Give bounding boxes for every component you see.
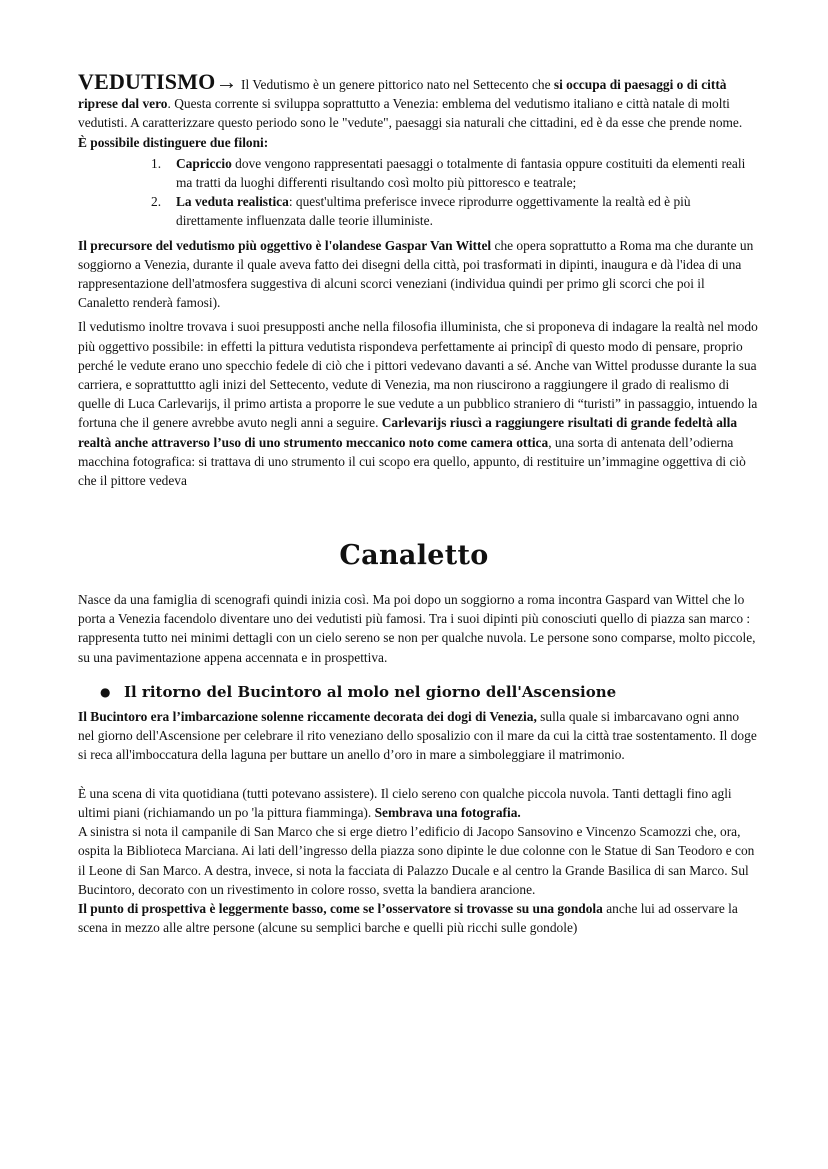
text-run: che opera soprattutto a Roma ma che durante un soggiorno a Venezia, durante il quale aveva fatto dei disegni della città, poi trasformati in dipinti, inaugura e dà l'idea di una rappresentazione dell'atmosfera suggestiva di alcuni scorci veneziani (individua quindi per primo gli scorci che poi il Canaletto renderà famosi). [78,237,754,311]
text-run: Il vedutismo inoltre trovava i suoi presupposti anche nella filosofia illuminista, che si proponeva di indagare la realtà nel modo più oggettivo possibile: in effetti la pittura vedutista rispondeva perfettamente ai principî di questo modo di pensare, proprio perché le vedute erano uno specchio fedele di ciò che i pittori vedevano davanti a sé. Anche van Wittel produsse durante la sua carriera, e soprattuttto agli inizi del Settecento, vedute di Venezia, ma non riuscirono a raggiungere il grado di realismo di quelle di Luca Carlevarijs, il primo artista a proporre le sue vedute a un pubblico straniero di “turisti” in passaggio, intuendo la fortuna che il genere avrebbe avuto negli anni a seguire. [78,319,758,431]
bucintoro-paragraph-4 [78,899,758,937]
text-run: È una scena di vita quotidiana (tutti potevano assistere). Il cielo sereno con qualche piccola nuvola. Tanti dettagli fino agli ultimi piani (richiamando un po 'la pittura fiamminga). [78,785,732,820]
text-run: A sinistra si nota il campanile di San Marco che si erge dietro l’edificio di Jacopo Sansovino e Vincenzo Scamozzi che, ora, ospita la Biblioteca Marciana. Ai lati dell’ingresso della piazza sono dipinte le due colonne con le Statue di San Teodoro e con il Leone di San Marco. A destra, invece, si nota la facciata di Palazzo Ducale e al centro la Grande Basilica di san Marco. Sul Bucintoro, decorato con un rivestimento in colore rosso, svetta la bandiera arancione. [78,824,755,897]
bullet-icon: ● [100,685,111,699]
section-title-vedutismo: VEDUTISMO→ [78,69,238,94]
bold-text-run: Sembrava una fotografia. [374,805,521,820]
intro-paragraph [78,69,758,133]
bucintoro-paragraph-1 [78,707,758,765]
section-canaletto [78,590,758,667]
canaletto-paragraph [78,590,758,667]
blank-line [78,765,758,784]
list-item: 2. La veduta realistica: quest'ultima preferisce invece riprodurre oggettivamente la realtà ed è più direttamente influenzata dalle teorie illuministe. [151,194,691,229]
subsection-heading-bucintoro: ● Il ritorno del Bucintoro al molo nel giorno dell'Ascensione [100,683,617,701]
precursore-paragraph [78,236,758,313]
filoni-list [78,154,758,231]
bold-text-run: Il Bucintoro era l’imbarcazione solenne riccamente decorata dei dogi di Venezia, [78,709,537,724]
text-run: . Questa corrente si sviluppa soprattutto a Venezia: emblema del vedutismo italiano e città natale di molti vedutisti. A caratterizzare questo periodo sono le "vedute", paesaggi sia naturali che cittadini, ed è da esse che prende nome. [78,96,743,131]
filoni-heading: È possibile distinguere due filoni: [78,134,269,150]
text-run: Nasce da una famiglia di scenografi quindi inizia così. Ma poi dopo un soggiorno a roma incontra Gaspard van Wittel che lo porta a Venezia facendolo diventare uno dei vedutisti più famosi. Tra i suoi dipinti più conosciuti quello di piazza san marco : rappresenta tutto nei minimi dettagli con un cielo sereno se non per qualche nuvola. Le persone sono comparse, molto piccole, su una pavimentazione appena accennata e in prospettiva. [78,592,756,665]
text-run: , una sorta di antenata dell’odierna macchina fotografica: si trattava di uno strumento il cui scopo era quello, appunto, di restituire un’immagine oggettiva di ciò che il pittore vedeva [78,434,746,489]
text-run: Il Vedutismo è un genere pittorico nato nel Settecento che [237,77,554,92]
section-bucintoro [78,707,758,937]
bucintoro-paragraph-3 [78,822,758,899]
illuminismo-paragraph [78,317,758,490]
bold-text-run: si occupa di paesaggi o di città riprese dal vero [78,77,727,112]
bucintoro-paragraph-2 [78,784,758,822]
text-run: sulla quale si imbarcavano ogni anno nel giorno dell'Ascensione per celebrare il rito veneziano dello sposalizio con il mare da cui la città trae sostentamento. Il doge si reca all'imboccatura della laguna per buttare un anello d’oro in mare a simboleggiare il matrimonio. [78,709,757,763]
section-vedutismo [78,69,758,490]
bold-text-run: Il precursore del vedutismo più oggettivo è l'olandese Gaspar Van Wittel [78,237,492,253]
bold-text-run: Carlevarijs riuscì a raggiungere risultati di grande fedeltà alla realtà anche attraverso l’uso di uno strumento meccanico noto come camera ottica [78,415,738,450]
text-run: anche lui ad osservare la scena in mezzo alle altre persone (alcune su semplici barche e quelli più ricchi sulle gondole) [78,901,738,936]
section-title-canaletto: Canaletto [339,540,489,571]
list-item: 1. Capriccio dove vengono rappresentati paesaggi o totalmente di fantasia oppure costituiti da elementi reali ma tratti da luoghi differenti risultando così molto più pittoresco e teatrale; [151,155,746,191]
bold-text-run: Il punto di prospettiva è leggermente basso, come se l’osservatore si trovasse su una gondola [78,901,603,917]
